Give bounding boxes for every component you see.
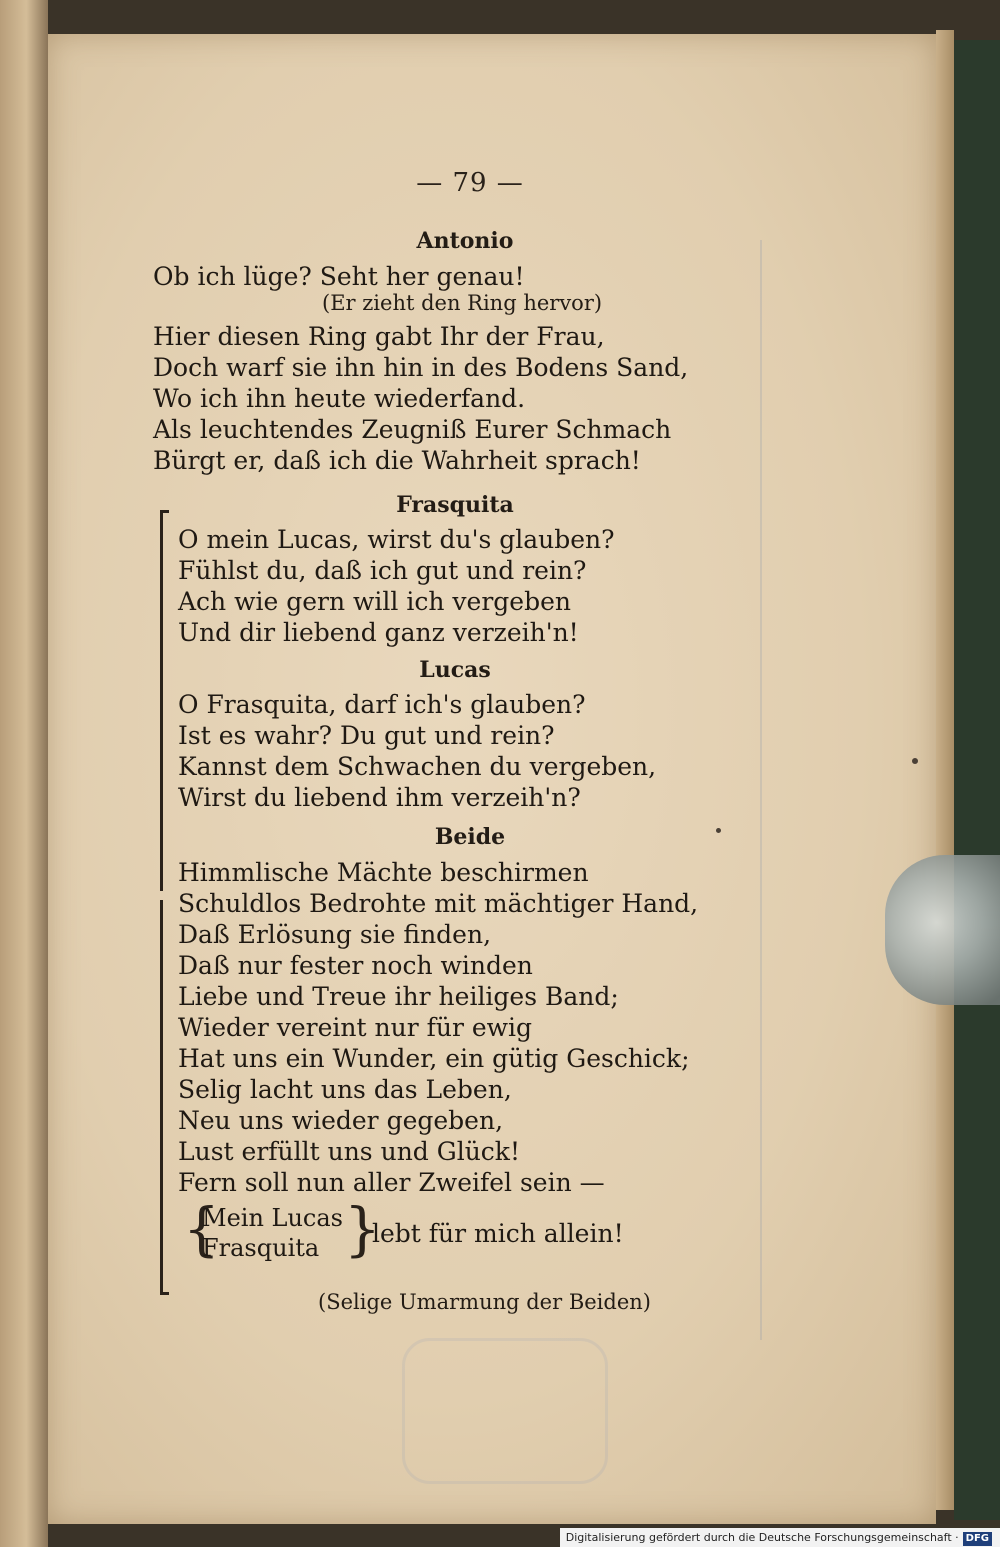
page-clip (885, 855, 1000, 1005)
digitization-credit (560, 1528, 1000, 1547)
verse-line: Fern soll nun aller Zweifel sein — (178, 1168, 605, 1197)
verse-line: Wo ich ihn heute wiederfand. (153, 384, 526, 413)
verse-line: Neu uns wieder gegeben, (178, 1106, 504, 1135)
speaker-frasquita: Frasquita (396, 492, 514, 518)
verse-line: Ach wie gern will ich vergeben (178, 587, 571, 616)
speaker-lucas: Lucas (419, 657, 491, 683)
verse-line: Und dir liebend ganz verzeih'n! (178, 618, 579, 647)
verse-line-final: lebt für mich allein! (372, 1219, 624, 1248)
verse-line: Ist es wahr? Du gut und rein? (178, 721, 555, 750)
names-brace-left: { (183, 1195, 220, 1263)
verse-line: Lust erfüllt uns und Glück! (178, 1137, 521, 1166)
stage-direction: (Selige Umarmung der Beiden) (318, 1290, 651, 1314)
credit-text: Digitalisierung gefördert durch die Deutsche Forschungsgemeinschaft · (565, 1531, 959, 1544)
verse-line: Wirst du liebend ihm verzeih'n? (178, 783, 581, 812)
name-option-a: Mein Lucas (202, 1204, 343, 1232)
bleed-through-margin (760, 240, 772, 1340)
dfg-logo: DFG (963, 1532, 992, 1546)
page-stack-edge (936, 30, 954, 1510)
verse-line: Himmlische Mächte beschirmen (178, 858, 589, 887)
verse-line: Bürgt er, daß ich die Wahrheit sprach! (153, 446, 641, 475)
left-page-edge (0, 0, 48, 1547)
names-brace-right: } (344, 1195, 381, 1263)
verse-line: Hat uns ein Wunder, ein gütig Geschick; (178, 1044, 690, 1073)
verse-line: Als leuchtendes Zeugniß Eurer Schmach (153, 415, 672, 444)
verse-line: Doch warf sie ihn hin in des Bodens Sand, (153, 353, 689, 382)
stage-direction: (Er zieht den Ring hervor) (322, 291, 603, 315)
name-option-b: Frasquita (202, 1234, 320, 1262)
verse-line: Kannst dem Schwachen du vergeben, (178, 752, 657, 781)
page-number: — 79 — (416, 168, 524, 198)
verse-line: O mein Lucas, wirst du's glauben? (178, 525, 615, 554)
verse-line: Selig lacht uns das Leben, (178, 1075, 512, 1104)
speaker-antonio: Antonio (416, 228, 514, 254)
verse-line: Wieder vereint nur für ewig (178, 1013, 533, 1042)
bleed-through-stamp (402, 1338, 608, 1484)
verse-line: O Frasquita, darf ich's glauben? (178, 690, 586, 719)
ink-spot (716, 828, 721, 833)
speaker-beide: Beide (434, 824, 506, 850)
verse-line: Hier diesen Ring gabt Ihr der Frau, (153, 322, 605, 351)
duet-bracket-top (160, 510, 169, 891)
verse-line: Liebe und Treue ihr heiliges Band; (178, 982, 619, 1011)
verse-line: Daß Erlösung sie finden, (178, 920, 492, 949)
verse-line: Daß nur fester noch winden (178, 951, 533, 980)
verse-line: Fühlst du, daß ich gut und rein? (178, 556, 587, 585)
duet-bracket-bottom (160, 900, 169, 1295)
verse-line: Ob ich lüge? Seht her genau! (153, 262, 525, 291)
book-cover-edge (954, 40, 1000, 1520)
verse-line: Schuldlos Bedrohte mit mächtiger Hand, (178, 889, 699, 918)
ink-spot (912, 758, 918, 764)
